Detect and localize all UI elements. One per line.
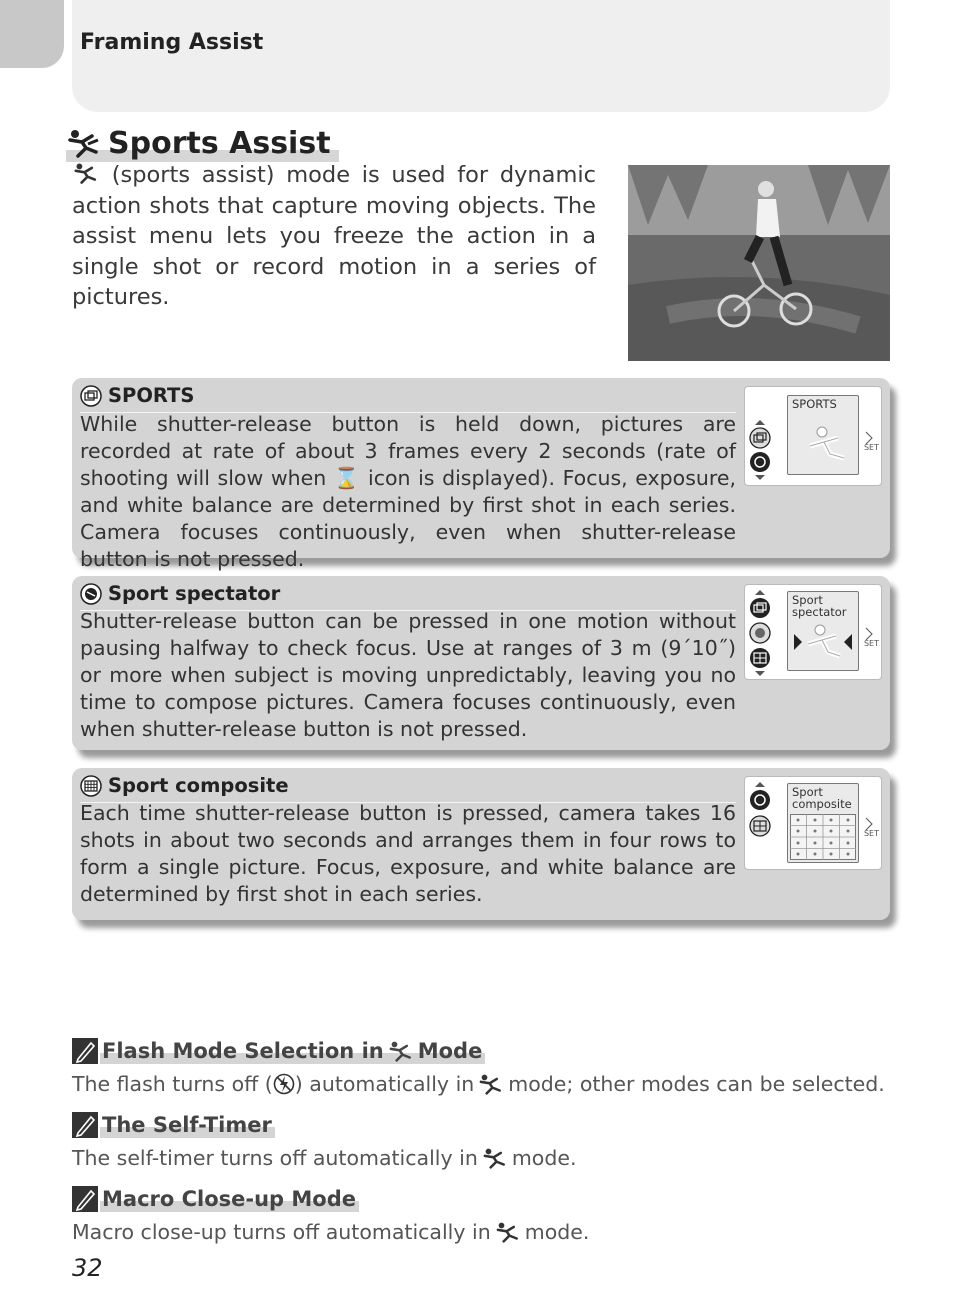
continuous-frames-icon bbox=[749, 427, 771, 449]
sports-screen bbox=[744, 386, 882, 486]
panel-composite-title: Sport composite bbox=[108, 774, 289, 797]
corner-tab bbox=[0, 0, 64, 68]
panel-composite-text: Each time shutter-release button is pressed, camera takes 16 shots in about two seconds and arranges them in four rows to form a single picture. Focus, exposure, and white balance are determined by first shot in each series. bbox=[80, 801, 736, 906]
note-macro-title bbox=[102, 1187, 356, 1211]
continuous-frames-icon bbox=[749, 597, 771, 619]
note-selftimer-title-text: The Self-Timer bbox=[102, 1113, 272, 1137]
spectator-screen bbox=[744, 584, 882, 680]
spectator-screen-inner bbox=[787, 591, 859, 671]
panel-sport-composite bbox=[72, 768, 890, 920]
note-flash-text-b: ) automatically in bbox=[294, 1072, 475, 1096]
note-flash-text bbox=[72, 1072, 885, 1096]
note-flash-title-a: Flash Mode Selection in bbox=[102, 1039, 384, 1063]
note-macro-text bbox=[72, 1220, 589, 1244]
note-flash-heading bbox=[72, 1038, 482, 1064]
section-title bbox=[66, 126, 331, 160]
panel-sport-spectator bbox=[72, 576, 890, 750]
arrow-down-icon bbox=[749, 669, 771, 679]
sport-composite-icon bbox=[749, 815, 771, 837]
composite-screen-inner bbox=[787, 783, 859, 863]
note-selftimer-heading bbox=[72, 1112, 272, 1138]
header-band bbox=[72, 0, 890, 112]
sports-runner-icon bbox=[482, 1147, 508, 1169]
pencil-note-icon bbox=[72, 1186, 98, 1212]
composite-screen-label: Sport composite bbox=[792, 785, 852, 811]
sports-runner-icon bbox=[388, 1040, 414, 1062]
panel-spectator-title: Sport spectator bbox=[108, 582, 281, 605]
sports-runner-icon bbox=[495, 1221, 521, 1243]
arrow-up-icon bbox=[749, 587, 771, 597]
sport-spectator-icon bbox=[749, 622, 771, 644]
panel-sports-text: While shutter-release button is held down, pictures are recorded at rate of about 3 frames every 2 seconds (rate of shooting will slow when ⌛ icon is displayed). Focus, exposure, and white balance are determined by first shot in each series. Camera focuses continuously, even when shutter-release button is not pressed. bbox=[80, 412, 736, 571]
section-title-text: Sports Assist bbox=[108, 125, 331, 161]
intro-paragraph bbox=[72, 160, 596, 313]
note-macro-text-a: Macro close-up turns off automatically in bbox=[72, 1220, 491, 1244]
sports-runner-icon bbox=[66, 128, 102, 158]
note-selftimer-title bbox=[102, 1113, 272, 1137]
note-flash-title bbox=[102, 1039, 482, 1063]
panel-sports bbox=[72, 378, 890, 571]
sport-spectator-icon bbox=[749, 451, 771, 473]
sports-screen-figure bbox=[802, 424, 850, 466]
note-macro-text-b: mode. bbox=[524, 1220, 590, 1244]
sport-composite-icon bbox=[749, 647, 771, 669]
sport-composite-icon bbox=[80, 775, 102, 797]
arrow-up-icon bbox=[749, 417, 771, 427]
intro-text: (sports assist) mode is used for dynamic action shots that capture moving objects. The assist menu lets you freeze the action in a single shot or record motion in a series of pictures. bbox=[72, 162, 597, 310]
flash-off-icon bbox=[273, 1073, 295, 1095]
continuous-frames-icon bbox=[80, 385, 102, 407]
composite-grid bbox=[790, 814, 856, 860]
cyclist-photo bbox=[628, 165, 890, 361]
spectator-screen-label: Sport spectator bbox=[792, 593, 847, 619]
note-macro-title-text: Macro Close-up Mode bbox=[102, 1187, 356, 1211]
panel-sports-title: SPORTS bbox=[108, 384, 195, 407]
note-selftimer-text bbox=[72, 1146, 576, 1170]
sports-runner-icon bbox=[478, 1073, 504, 1095]
sport-spectator-icon bbox=[80, 583, 102, 605]
note-selftimer-text-a: The self-timer turns off automatically in bbox=[72, 1146, 478, 1170]
panel-sports-head bbox=[80, 384, 194, 407]
sports-screen-label: SPORTS bbox=[792, 397, 837, 411]
note-flash-text-c: mode; other modes can be selected. bbox=[508, 1072, 885, 1096]
panel-spectator-text-body: Shutter-release button can be pressed in one motion without pausing halfway to check focus. Use at ranges of 3 m (9´10˝) or more when subject is moving unpredictably, leaving you no time to compose pictures. Camera focuses continuously, even when shutter-release button is not pressed. bbox=[80, 609, 736, 741]
arrow-down-icon bbox=[749, 473, 771, 483]
set-label: SET bbox=[863, 829, 879, 838]
page-number: 32 bbox=[72, 1254, 103, 1282]
spectator-screen-figure bbox=[792, 624, 854, 666]
pencil-note-icon bbox=[72, 1112, 98, 1138]
sports-runner-icon-inline bbox=[72, 162, 100, 184]
arrow-up-icon bbox=[749, 779, 771, 789]
panel-composite-head bbox=[80, 774, 289, 797]
set-label: SET bbox=[863, 639, 879, 648]
composite-screen bbox=[744, 776, 882, 870]
set-label: SET bbox=[863, 443, 879, 452]
note-selftimer-text-b: mode. bbox=[511, 1146, 577, 1170]
pencil-note-icon bbox=[72, 1038, 98, 1064]
header-title: Framing Assist bbox=[80, 30, 264, 55]
sports-screen-inner bbox=[787, 395, 859, 475]
panel-spectator-head bbox=[80, 582, 280, 605]
note-flash-title-b: Mode bbox=[417, 1039, 483, 1063]
note-flash-text-a: The flash turns off ( bbox=[72, 1072, 273, 1096]
note-macro-heading bbox=[72, 1186, 356, 1212]
sport-spectator-icon bbox=[749, 789, 771, 811]
